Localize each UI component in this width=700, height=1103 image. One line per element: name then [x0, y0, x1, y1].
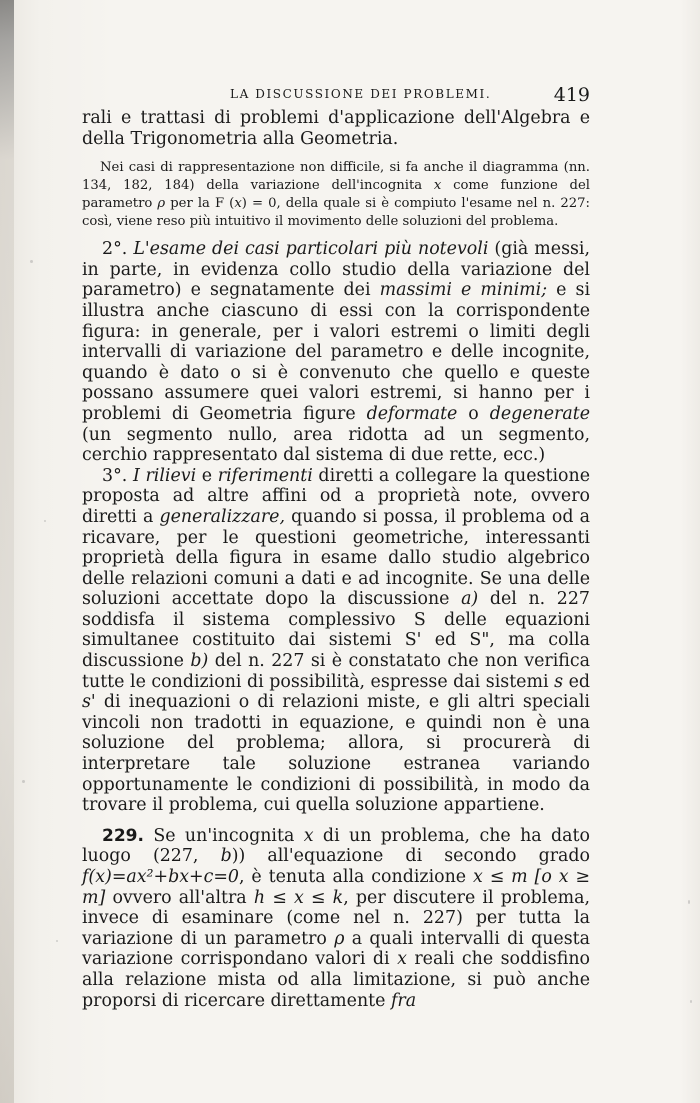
print-speck	[22, 780, 25, 783]
item-number-3: 3°.	[102, 465, 128, 486]
body-text	[82, 108, 590, 1011]
condition-1: x ≤ m [o x ≥ m]	[82, 867, 590, 908]
print-speck	[44, 520, 46, 522]
print-speck	[688, 900, 690, 904]
page-edge-shadow	[0, 0, 14, 1103]
equation-quadratic: f(x)=ax²+bx+c=0	[82, 867, 239, 887]
paragraph-3: 3°. I rilievi e riferimenti diretti a collegare la questione proposta ad altre affini od a proprietà note, ovvero diretti a generalizzare, quando si possa, il problema od a ricavare, per le questioni geometriche, interessanti proprietà della figura in esame dallo studio algebrico delle relazioni comuni a dati e ad incognite. Se una delle soluzioni accettate dopo la discussione a) del n. 227 soddisfa il sistema complessivo S delle equazioni simultanee costituito dai sistemi S' ed S", ma colla discussione b) del n. 227 si è constatato che non verifica tutte le condizioni di possibilità, espresse dai sistemi s ed s' di inequazioni o di relazioni miste, e gli altri speciali vincoli non tradotti in equazione, e quindi non è una soluzione del problema; allora, si procurerà di interpretare tale soluzione estranea variando opportunamente le condizioni di possibilità, in modo da trovare il problema, cui quella soluzione appartiene.	[82, 465, 591, 816]
paragraph-2: 2°. L'esame dei casi particolari più notevoli (già messi, in parte, in evidenza collo studio della variazione del parametro) e segnatamente dei massimi e minimi; e si illustra anche ciascuno di essi con la corrispondente figura: in generale, per i valori estremi o limiti degli intervalli di variazione del parametro e delle incognite, quando è dato o si è convenuto che quello e queste possano assumere quei valori estremi, si hanno per i problemi di Geometria figure deformate o degenerate (un segmento nullo, area ridotta ad un segmento, cerchio rappresentato dal sistema di due rette, ecc.)	[82, 239, 591, 466]
section-number-229: 229.	[102, 825, 144, 846]
running-title: LA DISCUSSIONE DEI PROBLEMI.	[230, 87, 492, 101]
print-speck	[30, 260, 33, 263]
paragraph-continuation: rali e trattasi di problemi d'applicazione dell'Algebra e della Trigonometria alla Geometria.	[82, 108, 590, 149]
condition-2: h ≤ x ≤ k	[253, 887, 344, 908]
item-number-2: 2°.	[102, 239, 128, 260]
small-print-note: Nei casi di rappresentazione non difficile, si fa anche il diagramma (nn. 134, 182, 184) della variazione dell'incognita x come funzione del parametro ρ per la F (x) = 0, della quale si è compiuto l'esame nel n. 227: così, viene reso più intuitivo il movimento delle soluzioni del problema.	[82, 160, 590, 230]
print-speck	[56, 940, 58, 942]
page-number: 419	[553, 84, 590, 106]
print-speck	[690, 1000, 692, 1003]
paragraph-229: 229. Se un'incognita x di un problema, che ha dato luogo (227, b)) all'equazione di secondo grado f(x)=ax²+bx+c=0, è tenuta alla condizione x ≤ m [o x ≥ m] ovvero all'altra h ≤ x ≤ k, per discutere il problema, invece di esaminare (come nel n. 227) per tutta la variazione di un parametro ρ a quali intervalli di questa variazione corrispondano valori di x reali che soddisfino alla relazione mista od alla limitazione, si può anche proporsi di ricercare direttamente fra	[82, 825, 591, 1011]
running-header	[82, 84, 592, 110]
